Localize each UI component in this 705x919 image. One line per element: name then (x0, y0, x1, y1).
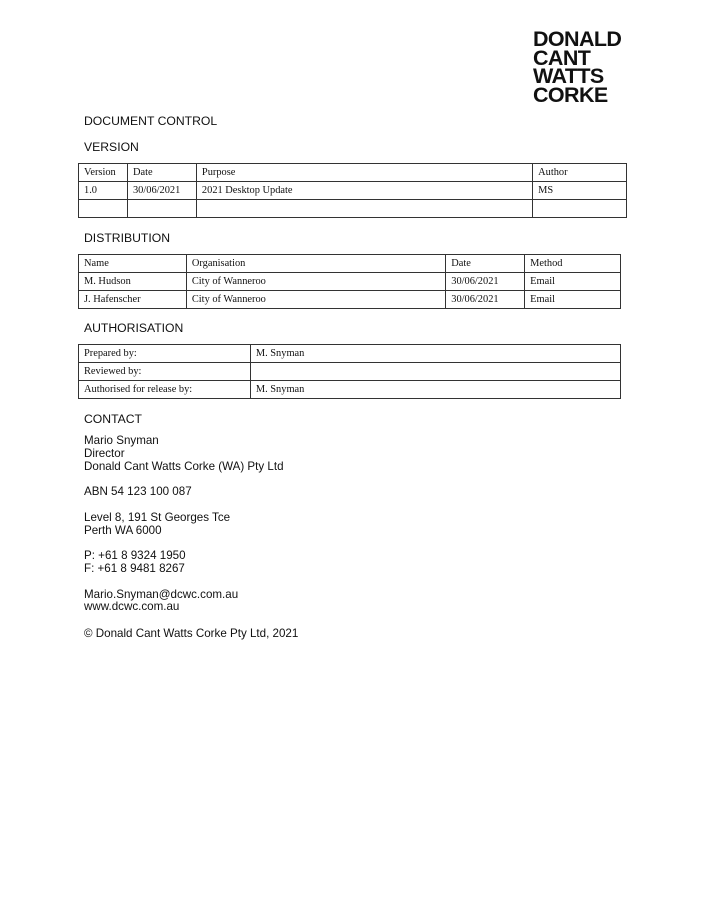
distribution-table (78, 254, 621, 309)
table-cell: City of Wanneroo (186, 273, 445, 291)
table-cell (250, 363, 620, 381)
logo-line: DONALD (533, 27, 622, 51)
header-cell: Purpose (196, 164, 532, 182)
authorisation-table (78, 344, 621, 399)
table-row (79, 200, 627, 218)
contact-email[interactable]: Mario.Snyman@dcwc.com.au (84, 587, 239, 601)
table-cell: 30/06/2021 (446, 273, 525, 291)
contact-abn: ABN 54 123 100 087 (84, 485, 192, 499)
header-cell: Author (533, 164, 627, 182)
table-row (79, 381, 621, 399)
header-cell: Organisation (186, 255, 445, 273)
table-cell: J. Hafenscher (79, 291, 187, 309)
contact-role: Director (84, 446, 125, 460)
contact-website[interactable]: www.dcwc.com.au (84, 600, 180, 614)
table-cell (127, 200, 196, 218)
table-header-row (79, 255, 621, 273)
table-row (79, 363, 621, 381)
table-cell: 30/06/2021 (446, 291, 525, 309)
header-cell: Date (127, 164, 196, 182)
version-section-title: VERSION (84, 140, 139, 154)
table-cell: Reviewed by: (79, 363, 251, 381)
table-row (79, 182, 627, 200)
contact-name: Mario Snyman (84, 434, 159, 447)
logo-line: WATTS (533, 64, 604, 89)
contact-fax: F: +61 8 9481 8267 (84, 561, 185, 575)
table-row (79, 345, 621, 363)
contact-phone: P: +61 8 9324 1950 (84, 549, 186, 563)
table-header-row (79, 164, 627, 182)
table-cell: Email (525, 291, 621, 309)
header-cell: Name (79, 255, 187, 273)
logo-line: CORKE (533, 82, 608, 107)
contact-address-line2: Perth WA 6000 (84, 523, 162, 537)
table-cell: 1.0 (79, 182, 128, 200)
header-cell: Method (525, 255, 621, 273)
logo-line: CANT (533, 45, 591, 70)
table-cell: Prepared by: (79, 345, 251, 363)
document-control-title: DOCUMENT CONTROL (84, 114, 218, 128)
table-cell: 2021 Desktop Update (196, 182, 532, 200)
contact-details (84, 435, 284, 614)
distribution-section-title: DISTRIBUTION (84, 231, 170, 245)
table-cell: City of Wanneroo (186, 291, 445, 309)
header-cell: Date (446, 255, 525, 273)
company-logo (533, 27, 622, 107)
table-row (79, 273, 621, 291)
header-cell: Version (79, 164, 128, 182)
table-cell: Email (525, 273, 621, 291)
table-cell: 30/06/2021 (127, 182, 196, 200)
contact-company: Donald Cant Watts Corke (WA) Pty Ltd (84, 459, 284, 473)
table-cell: M. Snyman (250, 345, 620, 363)
copyright-notice: © Donald Cant Watts Corke Pty Ltd, 2021 (84, 627, 299, 640)
table-cell: MS (533, 182, 627, 200)
table-cell (533, 200, 627, 218)
table-cell: M. Hudson (79, 273, 187, 291)
table-cell (79, 200, 128, 218)
table-row (79, 291, 621, 309)
table-cell: Authorised for release by: (79, 381, 251, 399)
version-table (78, 163, 627, 218)
contact-section-title: CONTACT (84, 412, 142, 426)
contact-address-line1: Level 8, 191 St Georges Tce (84, 510, 231, 524)
authorisation-section-title: AUTHORISATION (84, 321, 184, 335)
table-cell (196, 200, 532, 218)
table-cell: M. Snyman (250, 381, 620, 399)
